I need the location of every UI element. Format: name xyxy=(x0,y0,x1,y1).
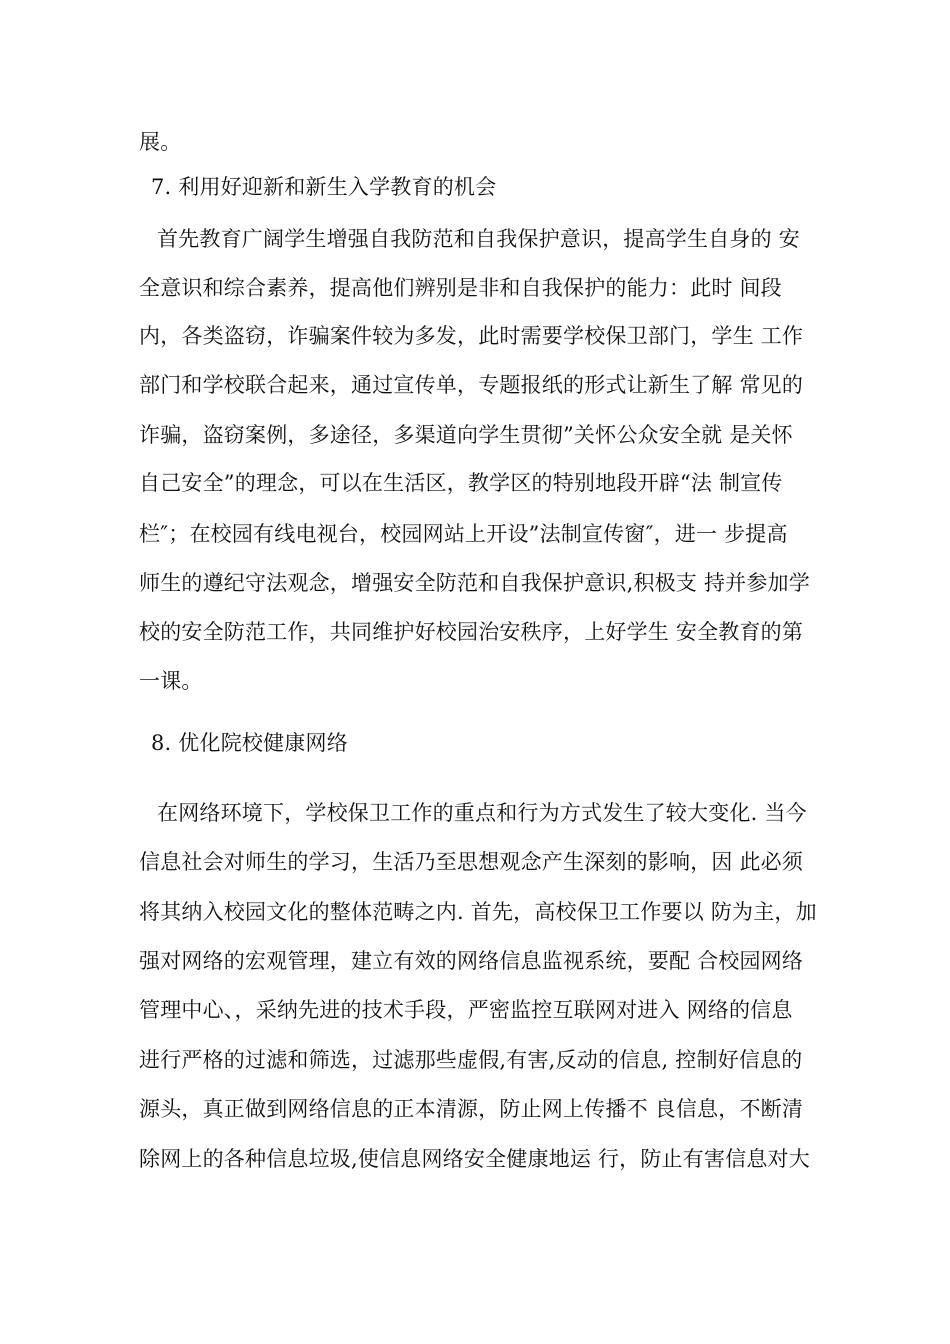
paragraph-line: 除网上的各种信息垃圾,使信息网络安全健康地运 行，防止有害信息对大 xyxy=(139,1147,810,1171)
paragraph-line: 在网络环境下，学校保卫工作的重点和行为方式发生了较大变化. 当今 xyxy=(157,801,807,825)
paragraph-line: 栏″；在校园有线电视台，校园网站上开设”法制宣传窗″，进一 步提高 xyxy=(139,522,788,546)
paragraph-line: 全意识和综合素养，提高他们辨别是非和自我保护的能力：此时 间段 xyxy=(139,276,782,300)
paragraph-line: 强对网络的宏观管理，建立有效的网络信息监视系统，要配 合校园网络 xyxy=(139,949,804,973)
paragraph-line: 诈骗，盗窃案例，多途径，多渠道向学生贯彻”关怀公众安全就 是关怀 xyxy=(139,423,793,447)
section-7-heading: 7. 利用好迎新和新生入学教育的机会 xyxy=(151,175,497,199)
paragraph-line: 进行严格的过滤和筛选，过滤那些虚假,有害,反动的信息, 控制好信息的 xyxy=(139,1048,803,1072)
paragraph-line: 源头，真正做到网络信息的正本清源，防止网上传播不 良信息，不断清 xyxy=(139,1097,804,1121)
paragraph-line: 管理中心、，采纳先进的技术手段，严密监控互联网对进入 网络的信息 xyxy=(139,998,793,1022)
paragraph-line: 师生的遵纪守法观念，增强安全防范和自我保护意识,积极支 持并参加学 xyxy=(139,571,810,595)
paragraph-line: 内，各类盗窃，诈骗案件较为多发，此时需要学校保卫部门，学生 工作 xyxy=(139,324,804,348)
paragraph-line: 一课。 xyxy=(139,669,203,693)
continuation-line: 展。 xyxy=(139,130,182,154)
paragraph-line: 校的安全防范工作，共同维护好校园治安秩序，上好学生 安全教育的第 xyxy=(139,620,804,644)
paragraph-line: 首先教育广阔学生增强自我防范和自我保护意识，提高学生自身的 安 xyxy=(157,227,800,251)
paragraph-line: 部门和学校联合起来，通过宣传单，专题报纸的形式让新生了解 常见的 xyxy=(139,373,804,397)
paragraph-line: 将其纳入校园文化的整体范畴之内. 首先，高校保卫工作要以 防为主，加 xyxy=(139,900,817,924)
paragraph-line: 自己安全”的理念，可以在生活区，教学区的特别地段开辟“法 制宣传 xyxy=(139,471,783,495)
paragraph-line: 信息社会对师生的学习，生活乃至思想观念产生深刻的影响，因 此必须 xyxy=(139,850,804,874)
section-8-heading: 8. 优化院校健康网络 xyxy=(151,731,348,755)
